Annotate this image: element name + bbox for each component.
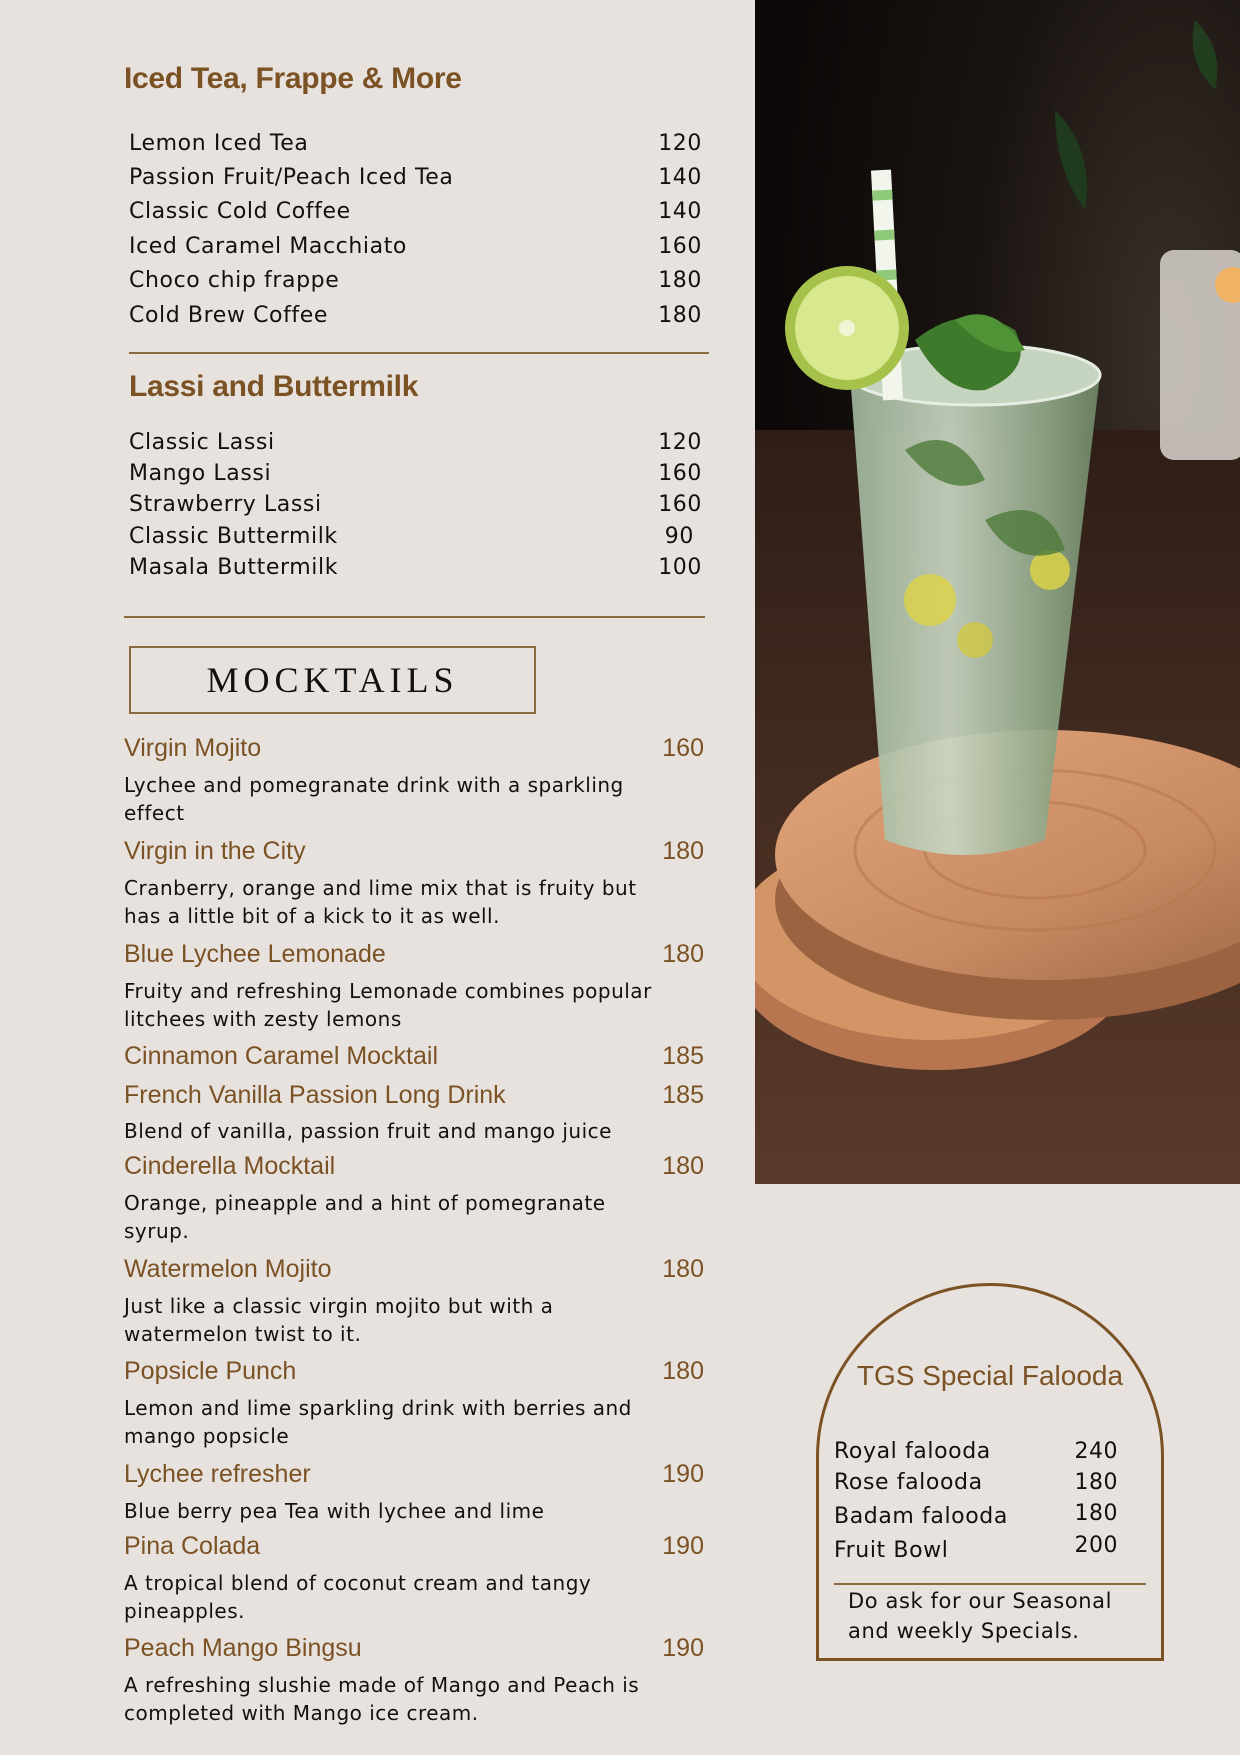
menu-item-price: 160 bbox=[658, 234, 702, 259]
iced-tea-title: Iced Tea, Frappe & More bbox=[124, 62, 462, 95]
menu-item-price: 160 bbox=[658, 461, 702, 486]
mocktail-description: Blend of vanilla, passion fruit and mango juice bbox=[124, 1119, 612, 1143]
mocktail-price: 190 bbox=[662, 1460, 704, 1488]
mocktail-name: Peach Mango Bingsu bbox=[124, 1634, 362, 1662]
mocktail-description: Blue berry pea Tea with lychee and lime bbox=[124, 1499, 545, 1523]
mocktails-heading bbox=[129, 646, 536, 714]
mocktail-description: Cranberry, orange and lime mix that is fruity but has a little bit of a kick to it as well. bbox=[124, 876, 637, 928]
mocktail-name: Watermelon Mojito bbox=[124, 1255, 332, 1283]
mocktail-description: Just like a classic virgin mojito but with a watermelon twist to it. bbox=[124, 1294, 554, 1346]
falooda-title: TGS Special Falooda bbox=[856, 1360, 1124, 1391]
mocktail-price: 180 bbox=[662, 837, 704, 865]
falooda-item-price: 240 bbox=[1074, 1439, 1118, 1464]
falooda-item-price: 200 bbox=[1074, 1533, 1118, 1558]
mocktail-price: 180 bbox=[662, 1152, 704, 1180]
mocktail-name: Cinnamon Caramel Mocktail bbox=[124, 1042, 439, 1070]
mocktail-description: Fruity and refreshing Lemonade combines popular litchees with zesty lemons bbox=[124, 979, 652, 1031]
mocktail-name: Cinderella Mocktail bbox=[124, 1152, 336, 1180]
menu-item-name: Classic Buttermilk bbox=[129, 524, 338, 549]
falooda-item-name: Royal falooda bbox=[834, 1439, 991, 1464]
menu-item-price: 180 bbox=[658, 303, 702, 328]
mocktail-name: Virgin in the City bbox=[124, 837, 306, 865]
mocktail-description: Lemon and lime sparkling drink with berries and mango popsicle bbox=[124, 1396, 632, 1448]
mocktail-price: 185 bbox=[662, 1042, 704, 1070]
mocktail-name: Virgin Mojito bbox=[124, 734, 262, 762]
mocktail-price: 190 bbox=[662, 1532, 704, 1560]
falooda-item-name: Badam falooda bbox=[834, 1504, 1008, 1529]
mocktail-price: 180 bbox=[662, 1255, 704, 1283]
menu-item-price: 90 bbox=[664, 524, 694, 549]
falooda-item-name: Rose falooda bbox=[834, 1470, 983, 1495]
mocktail-name: Popsicle Punch bbox=[124, 1357, 297, 1385]
falooda-item-name: Fruit Bowl bbox=[834, 1538, 949, 1563]
menu-item-price: 180 bbox=[658, 268, 702, 293]
mocktail-description: A refreshing slushie made of Mango and Peach is completed with Mango ice cream. bbox=[124, 1673, 640, 1725]
falooda-item-price: 180 bbox=[1074, 1470, 1118, 1495]
menu-item-name: Lemon Iced Tea bbox=[129, 131, 309, 156]
mocktail-description: Orange, pineapple and a hint of pomegranate syrup. bbox=[124, 1191, 606, 1243]
menu-item-price: 120 bbox=[658, 131, 702, 156]
mocktail-price: 185 bbox=[662, 1081, 704, 1109]
menu-item-name: Classic Lassi bbox=[129, 430, 275, 455]
section-divider bbox=[124, 616, 705, 618]
menu-item-price: 140 bbox=[658, 165, 702, 190]
mocktail-price: 190 bbox=[662, 1634, 704, 1662]
menu-item-name: Masala Buttermilk bbox=[129, 555, 339, 580]
menu-item-name: Iced Caramel Macchiato bbox=[129, 234, 407, 259]
mocktail-price: 180 bbox=[662, 940, 704, 968]
menu-item-price: 100 bbox=[658, 555, 702, 580]
mojito-illustration bbox=[755, 0, 1240, 1184]
mocktail-description: A tropical blend of coconut cream and tangy pineapples. bbox=[124, 1571, 592, 1623]
mocktails-title: MOCKTAILS bbox=[206, 660, 459, 700]
menu-item-name: Classic Cold Coffee bbox=[129, 199, 351, 224]
menu-item-price: 160 bbox=[658, 492, 702, 517]
mocktail-price: 180 bbox=[662, 1357, 704, 1385]
mocktail-name: Lychee refresher bbox=[124, 1460, 311, 1488]
menu-item-price: 140 bbox=[658, 199, 702, 224]
lassi-title: Lassi and Buttermilk bbox=[129, 370, 419, 403]
mocktail-name: Blue Lychee Lemonade bbox=[124, 940, 386, 968]
seasonal-specials-note: Do ask for our Seasonal and weekly Specials. bbox=[848, 1589, 1113, 1643]
mocktail-price: 160 bbox=[662, 734, 704, 762]
mocktail-description: Lychee and pomegranate drink with a sparkling effect bbox=[124, 773, 624, 825]
menu-item-name: Choco chip frappe bbox=[129, 268, 340, 293]
menu-item-name: Cold Brew Coffee bbox=[129, 303, 329, 328]
menu-item-price: 120 bbox=[658, 430, 702, 455]
menu-item-name: Strawberry Lassi bbox=[129, 492, 322, 517]
mojito-glass-photo bbox=[755, 0, 1240, 1184]
falooda-item-price: 180 bbox=[1074, 1501, 1118, 1526]
section-divider bbox=[129, 352, 709, 354]
menu-item-name: Passion Fruit/Peach Iced Tea bbox=[129, 165, 454, 190]
mocktail-name: Pina Colada bbox=[124, 1532, 261, 1560]
mocktail-name: French Vanilla Passion Long Drink bbox=[124, 1081, 506, 1109]
menu-item-name: Mango Lassi bbox=[129, 461, 272, 486]
falooda-divider bbox=[834, 1583, 1146, 1585]
